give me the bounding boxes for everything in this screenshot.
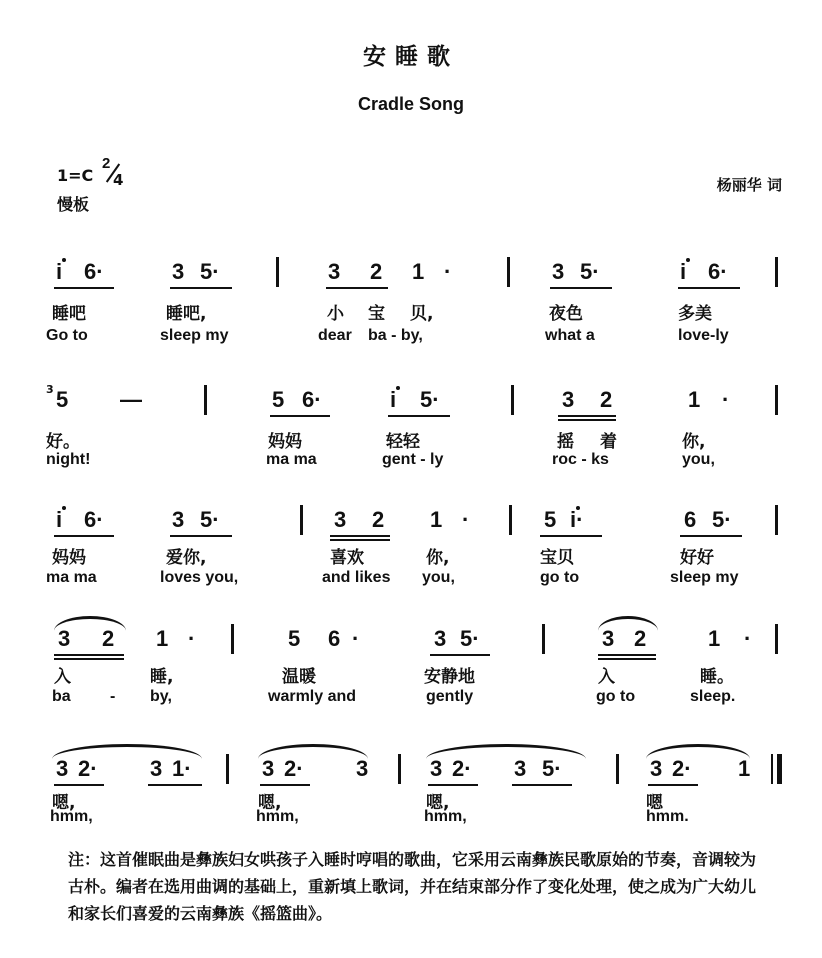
- lyric-en: and likes: [322, 569, 391, 586]
- slur: [258, 744, 368, 759]
- note: 3: [56, 756, 69, 781]
- barline: [398, 754, 401, 784]
- beam: [54, 784, 104, 786]
- beam: [326, 287, 388, 289]
- note: 3: [602, 626, 615, 651]
- barline: [276, 257, 279, 287]
- lyric-zh: 爱你,: [166, 548, 207, 568]
- lyric-zh: 嗯,: [52, 793, 76, 813]
- note: 5·: [420, 387, 440, 412]
- note: 3: [650, 756, 663, 781]
- note: 5·: [200, 507, 220, 532]
- high-octave-dot: [686, 258, 690, 262]
- note: 2·: [78, 756, 98, 781]
- lyric-zh: 轻轻: [386, 432, 420, 452]
- lyric-zh: 多美: [678, 304, 712, 324]
- lyric-en: hmm,: [256, 808, 299, 825]
- lyric-en: Go to: [46, 327, 88, 344]
- footnote: 注：这首催眠曲是彝族妇女哄孩子入睡时哼唱的歌曲，它采用云南彝族民歌原始的节奏，音调较为古朴。编者在选用曲调的基础上，重新填上歌词，并在结束部分作了变化处理，使之成为广大幼儿和家长们喜爱的云南彝族《摇篮曲》。: [68, 850, 757, 923]
- lyric-zh: 入: [598, 667, 615, 687]
- beam: [54, 654, 124, 656]
- high-octave-dot: [396, 386, 400, 390]
- beam: [428, 784, 478, 786]
- lyric-zh: 你,: [682, 432, 706, 452]
- barline: [231, 624, 234, 654]
- lyricist-credit: 杨丽华 词: [716, 176, 782, 194]
- note: 6·: [708, 259, 728, 284]
- note: 3: [552, 259, 565, 284]
- note: ·: [444, 259, 452, 284]
- note: 5: [544, 507, 557, 532]
- lyric-zh: 温暖: [282, 667, 316, 687]
- note: 2: [600, 387, 613, 412]
- lyric-zh: 夜色: [549, 304, 583, 324]
- lyric-en: sleep my: [160, 327, 229, 344]
- time-numerator: 2: [102, 155, 111, 172]
- lyric-zh: 小: [327, 304, 344, 324]
- note: 3: [356, 756, 369, 781]
- barline: [775, 385, 778, 415]
- lyric-en: gently: [426, 688, 474, 705]
- note: 5·: [200, 259, 220, 284]
- note: i: [680, 259, 687, 284]
- note: 2: [102, 626, 115, 651]
- beam: [330, 535, 390, 537]
- beam: [678, 287, 740, 289]
- beam: [170, 287, 232, 289]
- lyric-zh: 睡吧,: [166, 304, 207, 324]
- song-title: 安睡歌: [363, 44, 459, 70]
- lyric-en: ma ma: [266, 451, 317, 468]
- beam: [170, 535, 232, 537]
- barline: [775, 505, 778, 535]
- note: 1: [412, 259, 425, 284]
- note: ·: [352, 626, 360, 651]
- lyric-en: hmm.: [646, 808, 689, 825]
- note: 3: [58, 626, 71, 651]
- barline: [204, 385, 207, 415]
- lyric-en: roc - ks: [552, 451, 609, 468]
- note: 1: [688, 387, 701, 412]
- lyric-en: go to: [596, 688, 636, 705]
- song-subtitle: Cradle Song: [357, 94, 464, 114]
- note: i·: [570, 507, 584, 532]
- beam: [512, 784, 572, 786]
- note: 6·: [302, 387, 322, 412]
- note: 2·: [452, 756, 472, 781]
- beam: [330, 539, 390, 541]
- lyric-en: ma ma: [46, 569, 97, 586]
- lyric-en: night!: [46, 451, 91, 468]
- barline: [542, 624, 545, 654]
- lyric-zh: 嗯: [646, 793, 663, 813]
- lyric-en: dear: [318, 327, 352, 344]
- beam: [148, 784, 202, 786]
- lyric-en: ba: [52, 688, 71, 705]
- beam: [598, 654, 656, 656]
- lyric-en: you,: [422, 569, 455, 586]
- note: 6·: [84, 507, 104, 532]
- beam: [54, 287, 114, 289]
- key-signature: 1=C: [57, 166, 94, 185]
- note: 2: [370, 259, 383, 284]
- time-denominator: 4: [113, 171, 124, 189]
- final-barline-thin: [771, 754, 773, 784]
- lyric-zh: 妈妈: [52, 548, 86, 568]
- beam: [540, 535, 602, 537]
- barline: [226, 754, 229, 784]
- note: 1: [430, 507, 443, 532]
- lyric-zh: 宝贝: [540, 548, 574, 568]
- lyric-en: -: [110, 688, 116, 705]
- lyric-en: warmly and: [268, 688, 357, 705]
- lyric-en: loves you,: [160, 569, 239, 586]
- lyric-zh: 好。: [46, 432, 80, 452]
- note: 1·: [172, 756, 192, 781]
- note: 3: [430, 756, 443, 781]
- note: 1: [738, 756, 751, 781]
- barline: [300, 505, 303, 535]
- note: 2: [372, 507, 385, 532]
- note: 5·: [580, 259, 600, 284]
- note: 5: [272, 387, 285, 412]
- high-octave-dot: [62, 258, 66, 262]
- grace-note: 3: [46, 383, 54, 396]
- note: 5: [56, 387, 69, 412]
- lyric-en: you,: [682, 451, 715, 468]
- note: 2: [634, 626, 647, 651]
- barline: [775, 257, 778, 287]
- lyric-en: hmm,: [424, 808, 467, 825]
- lyric-zh: 安静地: [424, 667, 475, 687]
- lyric-zh: 好好: [680, 548, 714, 568]
- lyric-en: gent - ly: [382, 451, 444, 468]
- lyric-zh: 喜欢: [330, 548, 364, 568]
- dash: —: [120, 387, 142, 412]
- note: 1: [708, 626, 721, 651]
- lyric-en: sleep.: [690, 688, 736, 705]
- beam: [558, 419, 616, 421]
- note: ·: [188, 626, 196, 651]
- note: 3: [150, 756, 163, 781]
- note: 3: [328, 259, 341, 284]
- note: 3: [172, 259, 185, 284]
- barline: [507, 257, 510, 287]
- note: 2·: [284, 756, 304, 781]
- lyric-zh: 嗯,: [426, 793, 450, 813]
- note: 3: [514, 756, 527, 781]
- lyric-en: by,: [150, 688, 172, 705]
- slur: [426, 744, 586, 759]
- tempo-marking: 慢板: [57, 195, 90, 214]
- note: ·: [722, 387, 730, 412]
- final-barline-thick: [777, 754, 782, 784]
- lyric-zh: 宝: [368, 304, 385, 324]
- lyric-en: go to: [540, 569, 580, 586]
- note: 3: [172, 507, 185, 532]
- lyric-zh: 睡,: [150, 667, 174, 687]
- lyric-zh: 着: [600, 432, 617, 452]
- beam: [550, 287, 612, 289]
- lyric-zh: 摇: [557, 432, 574, 452]
- high-octave-dot: [62, 506, 66, 510]
- note: 3: [334, 507, 347, 532]
- note: ·: [744, 626, 752, 651]
- lyric-zh: 你,: [426, 548, 450, 568]
- beam: [388, 415, 450, 417]
- beam: [598, 658, 656, 660]
- barline: [509, 505, 512, 535]
- note: 3: [562, 387, 575, 412]
- lyric-en: love-ly: [678, 327, 729, 344]
- beam: [648, 784, 698, 786]
- lyric-en: sleep my: [670, 569, 739, 586]
- barline: [511, 385, 514, 415]
- barline: [616, 754, 619, 784]
- lyric-zh: 妈妈: [268, 432, 302, 452]
- lyric-zh: 嗯,: [258, 793, 282, 813]
- beam: [558, 415, 616, 417]
- lyric-zh: 入: [54, 667, 71, 687]
- beam: [680, 535, 742, 537]
- note: i: [390, 387, 397, 412]
- time-signature: [100, 155, 130, 191]
- note: ·: [462, 507, 470, 532]
- beam: [54, 535, 114, 537]
- note: i: [56, 507, 63, 532]
- beam: [430, 654, 490, 656]
- note: 6: [684, 507, 697, 532]
- beam: [260, 784, 310, 786]
- lyric-zh: 贝,: [410, 304, 434, 324]
- note: 6: [328, 626, 341, 651]
- note: 6·: [84, 259, 104, 284]
- barline: [775, 624, 778, 654]
- note: 1: [156, 626, 169, 651]
- note: 5·: [460, 626, 480, 651]
- beam: [54, 658, 124, 660]
- lyric-zh: 睡。: [700, 667, 734, 687]
- note: 5: [288, 626, 301, 651]
- note: i: [56, 259, 63, 284]
- note: 5·: [542, 756, 562, 781]
- lyric-en: what a: [545, 327, 595, 344]
- lyric-en: hmm,: [50, 808, 93, 825]
- note: 5·: [712, 507, 732, 532]
- note: 3: [434, 626, 447, 651]
- note: 3: [262, 756, 275, 781]
- beam: [270, 415, 330, 417]
- lyric-zh: 睡吧: [52, 304, 86, 324]
- note: 2·: [672, 756, 692, 781]
- lyric-en: ba - by,: [368, 327, 423, 344]
